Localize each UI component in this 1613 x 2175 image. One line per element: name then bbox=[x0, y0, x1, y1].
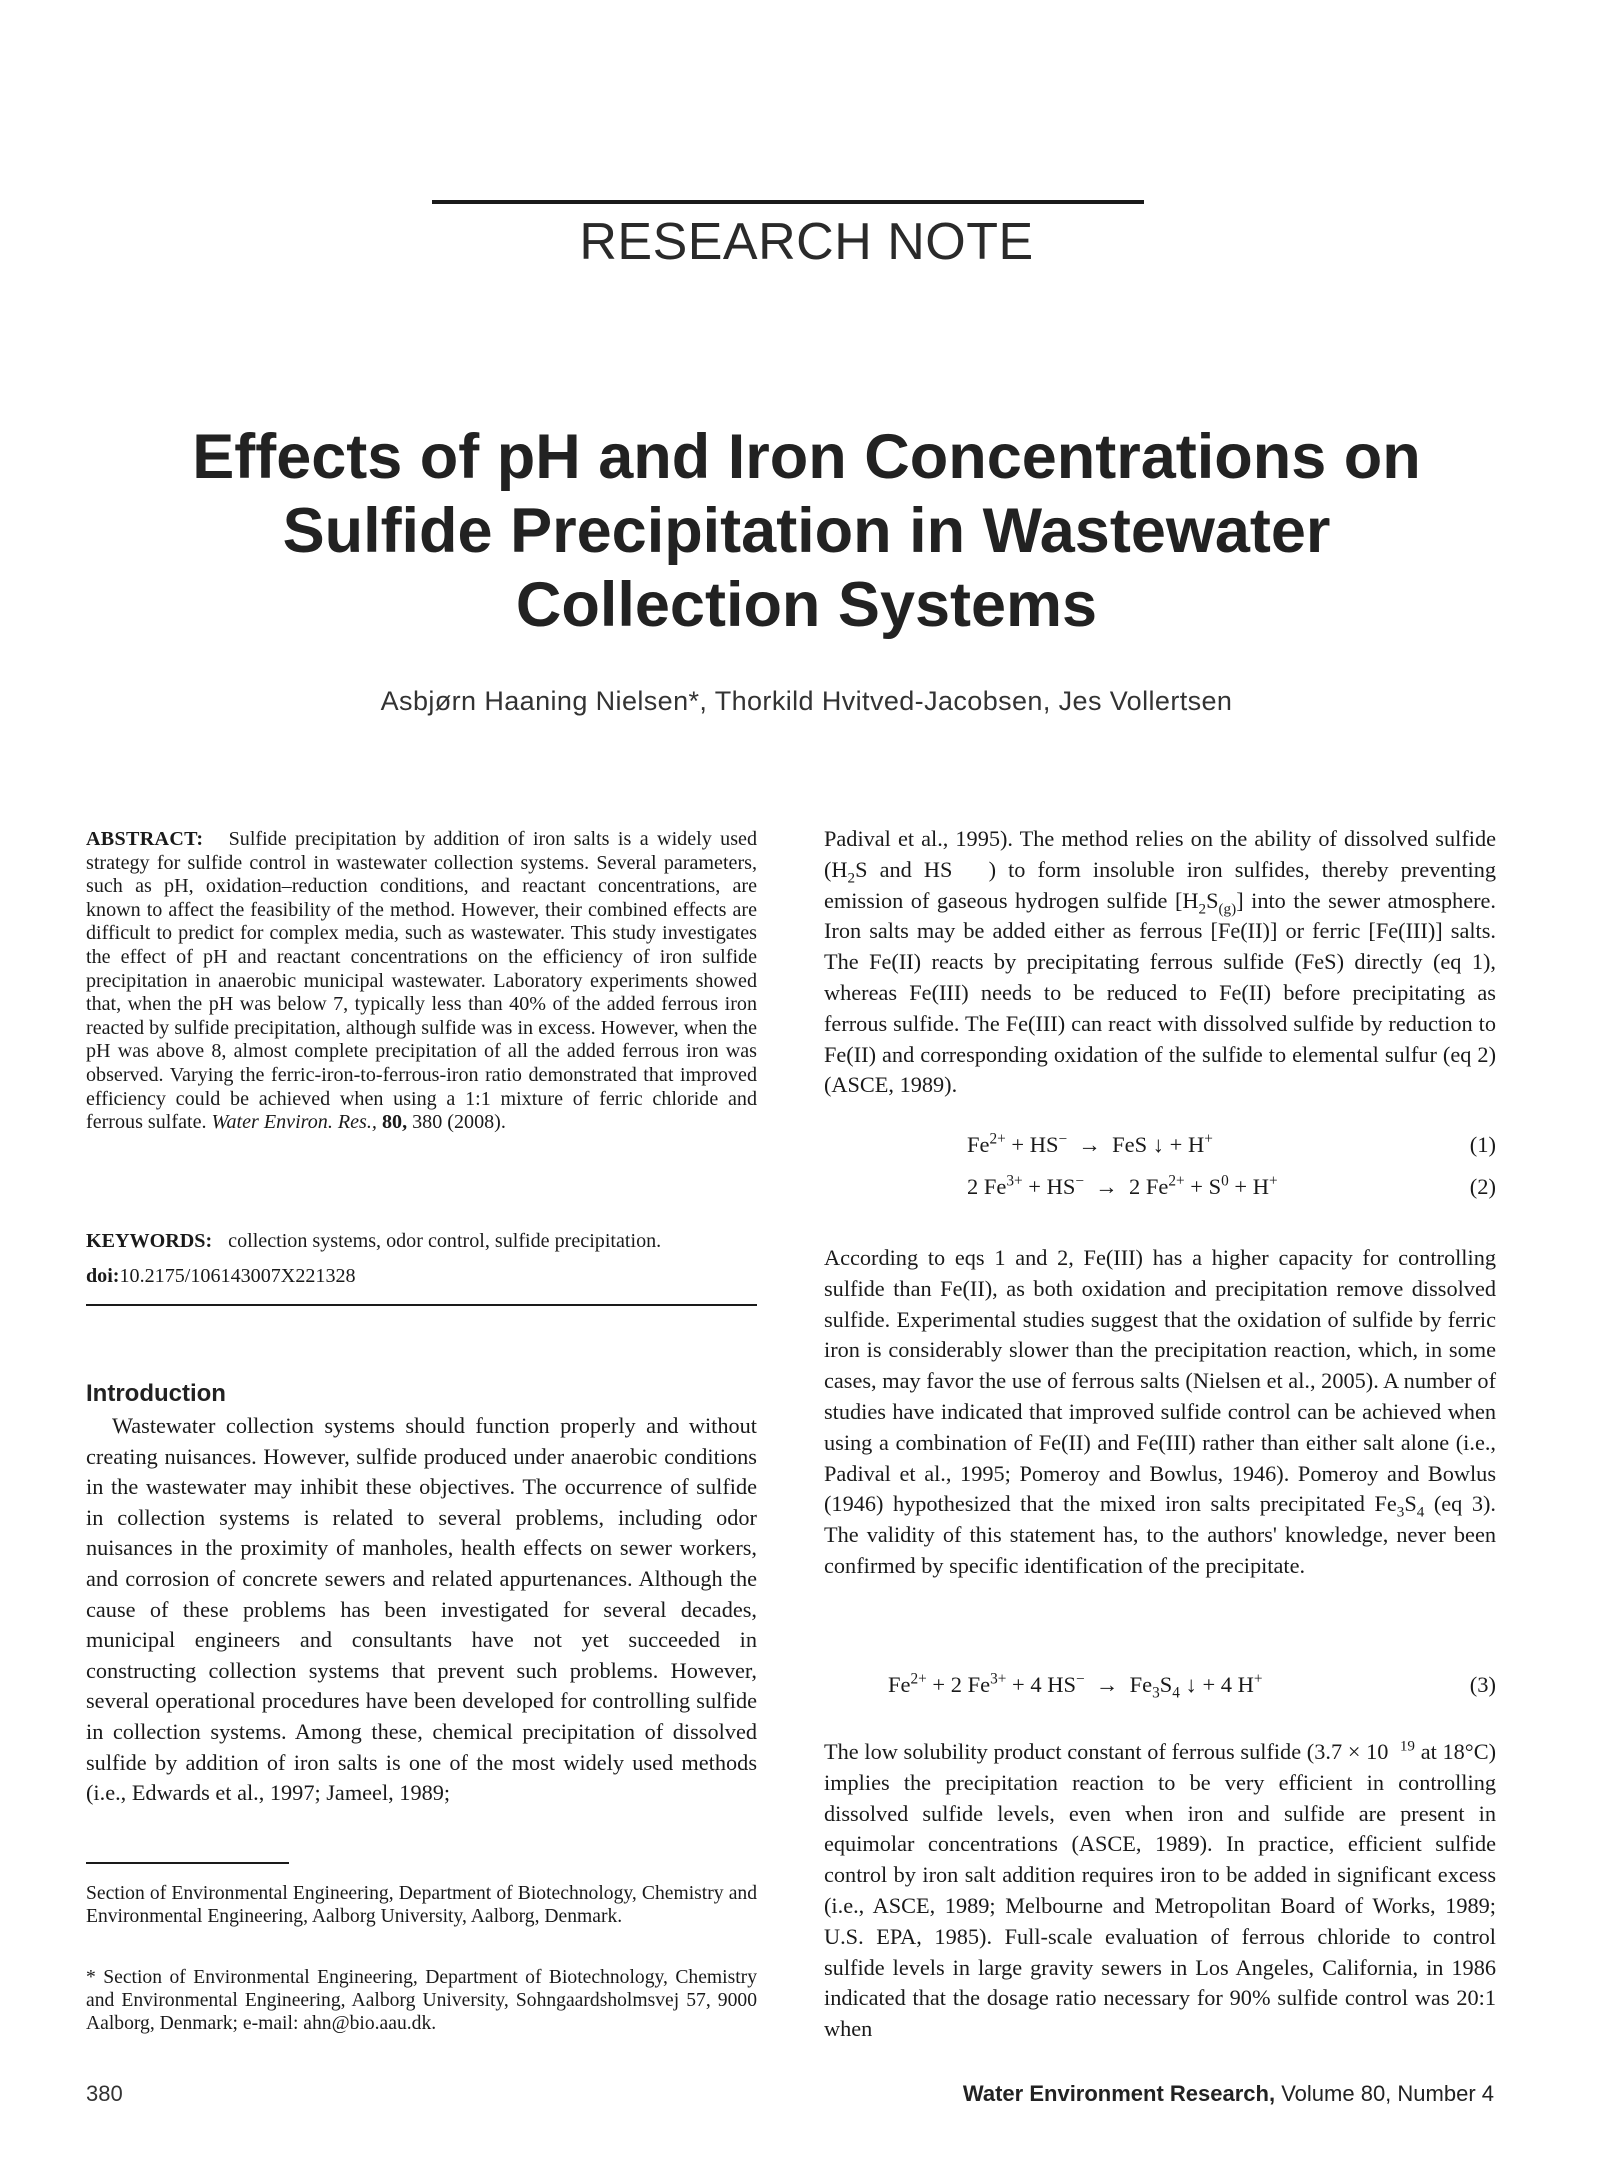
p2-text-a: According to eqs 1 and 2, Fe(III) has a higher capacity for controlling sulfide than Fe(II), as both oxidation and precipitation remove dissolved sulfide. Experimental studies suggest that the oxidation of sulfide by ferric iron is considerably slower than the precipitation reaction, which, in some cases, may favor the use of ferrous salts (Nielsen et al., 2005). A number of studies have indicated that improved sulfide control can be achieved when using a combination of Fe(II) and Fe(III) rather than either salt alone (i.e., Padival et al., 1995; Pomeroy and Bowlus, 1946). Pomeroy and Bowlus (1946) hypothesized that the mixed iron salts precipitated Fe bbox=[824, 1245, 1496, 1517]
abstract-divider bbox=[86, 1304, 757, 1306]
p2-text-c: (eq 3). The validity of this statement has, to the authors' knowledge, never been confirmed by specific identification of the precipitate. bbox=[824, 1491, 1496, 1578]
footnote-affiliation: Section of Environmental Engineering, Department of Biotechnology, Chemistry and Environmental Engineering, Aalborg University, Aalborg, Denmark. bbox=[86, 1883, 757, 1927]
keywords bbox=[86, 1229, 757, 1253]
abstract-label: ABSTRACT: bbox=[86, 828, 204, 850]
p1-sub-2b: 2 bbox=[1198, 900, 1207, 918]
equation-3-number: (3) bbox=[1469, 1672, 1496, 1697]
equation-2-number: (2) bbox=[1469, 1174, 1496, 1199]
p1-sub-2: 2 bbox=[847, 869, 856, 887]
footer-issue: Volume 80, Number 4 bbox=[1281, 2081, 1494, 2106]
title-line-2: Sulfide Precipitation in Wastewater bbox=[282, 496, 1331, 566]
p1-text-e: ] into the sewer atmosphere. Iron salts may be added either as ferrous [Fe(II)] or ferric [Fe(III)] salts. The Fe(II) reacts by precipitating ferrous sulfide (FeS) directly (eq 1), whereas Fe(III) needs to be reduced to Fe(II) before precipitating as ferrous sulfide. The Fe(III) can react with dissolved sulfide by reduction to Fe(II) and corresponding oxidation of the sulfide to elemental sulfur (eq 2) (ASCE, 1989). bbox=[824, 887, 1496, 1098]
equation-1-body: $Fe^{2+} + HS^-$ → FeS ↓ + H+ bbox=[967, 1130, 1213, 1157]
doi-label: doi: bbox=[86, 1265, 120, 1287]
p2-sub-3: 3 bbox=[1396, 1503, 1405, 1521]
p2-sub-4: 4 bbox=[1416, 1503, 1425, 1521]
running-footer bbox=[963, 2081, 1494, 2107]
abstract-text: Sulfide precipitation by addition of iron salts is a widely used strategy for sulfide control in wastewater collection systems. Several parameters, such as pH, oxidation–reduction conditions, and reactant concentrations, are known to affect the feasibility of the method. However, their combined effects are difficult to predict for complex media, such as wastewater. This study investigates the effect of pH and reactant concentrations on the efficiency of iron sulfide precipitation in anaerobic municipal wastewater. Laboratory experiments showed that, when the pH was below 7, typically less than 40% of the added ferrous iron reacted by sulfide precipitation, although sulfide was in excess. However, when the pH was above 8, almost complete precipitation of all the added ferrous iron was observed. Varying the ferric-iron-to-ferrous-iron ratio demonstrated that improved efficiency could be achieved when using a 1:1 mixture of ferric chloride and ferrous sulfate. bbox=[86, 828, 757, 1134]
author-list: Asbjørn Haaning Nielsen*, Thorkild Hvitved-Jacobsen, Jes Vollertsen bbox=[380, 686, 1233, 716]
equation-3-body: $Fe^{2+} + 2$ $Fe^{3+} + 4$ $HS^- \to Fe_3S_4$ ↓ + 4 H+ bbox=[888, 1670, 1263, 1702]
p1-text-d: S bbox=[1206, 887, 1219, 913]
header-rule bbox=[432, 200, 1144, 204]
section-label: RESEARCH NOTE bbox=[579, 213, 1034, 271]
equation-2-body: 2 $Fe^{3+} + HS^- \to 2$ $Fe^{2+} + S^0 + H^+$ bbox=[967, 1172, 1278, 1199]
abstract-citation-rest: 380 (2008). bbox=[412, 1111, 506, 1134]
footer-journal: Water Environment Research, bbox=[962, 2081, 1276, 2106]
body-paragraph-3 bbox=[824, 1737, 1496, 2045]
p2-text-b: S bbox=[1404, 1491, 1417, 1517]
section-heading-introduction: Introduction bbox=[86, 1380, 226, 1407]
footnote-corresponding-author: * Section of Environmental Engineering, Department of Biotechnology, Chemistry and Environmental Engineering, Aalborg University, Sohngaardsholmsvej 57, 9000 Aalborg, Denmark; e-mail: ahn@bio.aau.dk. bbox=[86, 1967, 757, 2034]
p3-text-b: at 18°C) implies the precipitation reaction to be very efficient in controlling dissolved sulfide levels, even when iron and sulfide are present in equimolar concentrations (ASCE, 1989). In practice, efficient sulfide control by iron salt addition requires iron to be added in significant excess (i.e., ASCE, 1989; Melbourne and Metropolitan Board of Works, 1989; U.S. EPA, 1985). Full-scale evaluation of ferrous chloride to control sulfide levels in large gravity sewers in Los Angeles, California, in 1986 indicated that the dosage ratio necessary for 90% sulfide control was 20:1 when bbox=[824, 1739, 1496, 2042]
abstract bbox=[86, 828, 757, 1135]
p1-text-a: Padival et al., 1995). The method relies on the ability of dissolved sulfide (H bbox=[824, 826, 1496, 882]
abstract-citation-volume: 80, bbox=[381, 1111, 408, 1134]
page-number: 380 bbox=[86, 2081, 123, 2106]
abstract-citation-journal: Water Environ. Res., bbox=[211, 1111, 377, 1134]
p1-text-c: ) to form insoluble iron sulfides, thereby preventing emission of gaseous hydrogen sulfide [H bbox=[824, 856, 1496, 913]
introduction-body: Wastewater collection systems should function properly and without creating nuisances. However, sulfide produced under anaerobic conditions in the wastewater may inhibit these objectives. The occurrence of sulfide in collection systems is related to several problems, including odor nuisances in the proximity of manholes, health effects on sewer workers, and corrosion of concrete sewers and related appurtenances. Although the cause of these problems has been investigated for several decades, municipal engineers and consultants have not yet succeeded in constructing collection systems that prevent such problems. However, several operational procedures have been developed for controlling sulfide in collection systems. Among these, chemical precipitation of dissolved sulfide by addition of iron salts is one of the most widely used methods (i.e., Edwards et al., 1997; Jameel, 1989; bbox=[86, 1413, 757, 1806]
p1-sub-g: (g) bbox=[1218, 900, 1237, 918]
p1-text-b: S and HS bbox=[855, 856, 953, 882]
footnote-rule bbox=[86, 1862, 289, 1864]
keywords-label: KEYWORDS: bbox=[86, 1230, 213, 1252]
body-paragraph-2 bbox=[824, 1243, 1496, 1582]
doi-value: 10.2175/106143007X221328 bbox=[119, 1265, 356, 1287]
p3-text-a: The low solubility product constant of ferrous sulfide (3.7 × 10 bbox=[824, 1739, 1389, 1764]
body-paragraph-1 bbox=[824, 824, 1496, 1101]
keywords-text: collection systems, odor control, sulfide precipitation. bbox=[228, 1230, 662, 1252]
p3-exponent: 19 bbox=[1399, 1737, 1415, 1755]
title-line-3: Collection Systems bbox=[515, 570, 1098, 640]
doi bbox=[86, 1264, 757, 1288]
equation-1-number: (1) bbox=[1469, 1132, 1496, 1157]
article-title bbox=[100, 420, 1513, 642]
title-line-1: Effects of pH and Iron Concentrations on bbox=[192, 422, 1421, 492]
